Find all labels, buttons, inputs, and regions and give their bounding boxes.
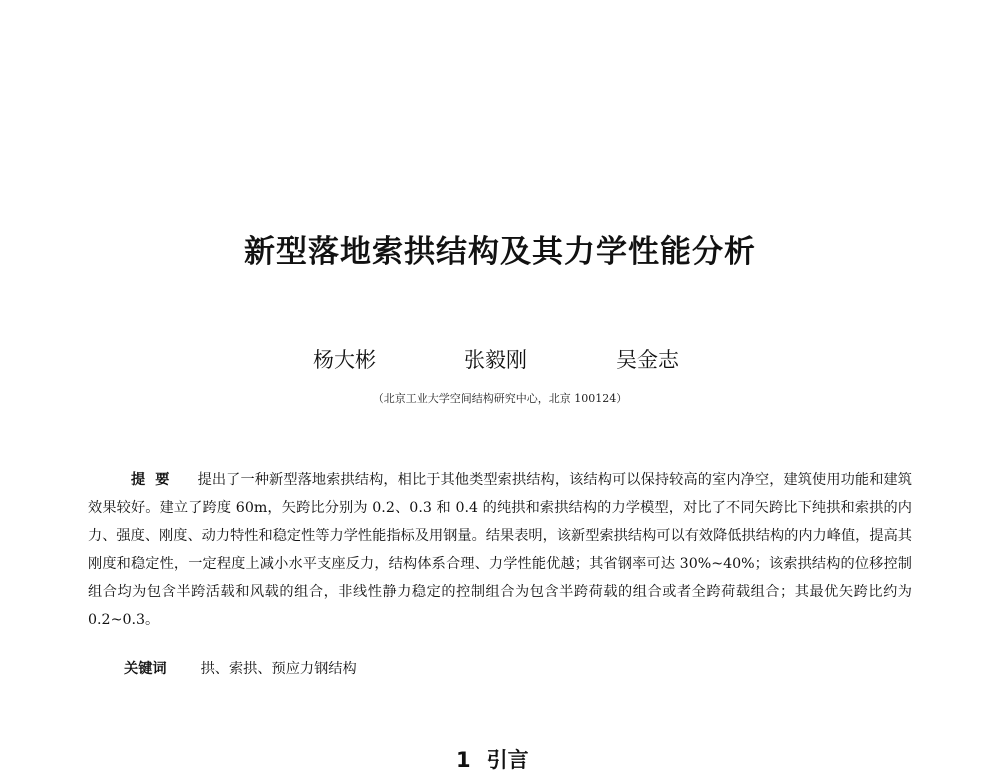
section-heading (456, 744, 529, 774)
abstract (88, 466, 912, 634)
keywords-label: 关键词 (124, 661, 167, 677)
section-number: 1 (456, 748, 471, 772)
section-title: 引言 (486, 748, 529, 772)
abstract-text: 提出了一种新型落地索拱结构，相比于其他类型索拱结构，该结构可以保持较高的室内净空，建筑使用功能和建筑效果较好。建立了跨度 60m，矢跨比分别为 0.2、0.3 和 0.4 的纯拱和索拱结构的力学模型，对比了不同矢跨比下纯拱和索拱的内力、强度、刚度、动力特性和稳定性等力学性能指标及用钢量。结果表明，该新型索拱结构可以有效降低拱结构的内力峰值，提高其刚度和稳定性，一定程度上减小水平支座反力，结构体系合理、力学性能优越；其省钢率可达 30%~40%；该索拱结构的位移控制组合均为包含半跨活载和风载的组合，非线性静力稳定的控制组合为包含半跨荷载的组合或者全跨荷载组合；其最优矢跨比约为 0.2~0.3。 (88, 472, 912, 628)
paper-title: 新型落地索拱结构及其力学性能分析 (244, 234, 756, 270)
abstract-label: 提要 (131, 472, 180, 488)
keywords (124, 658, 357, 678)
author-3: 吴金志 (616, 348, 679, 372)
affiliation: （北京工业大学空间结构研究中心，北京 100124） (372, 392, 628, 405)
author-2: 张毅刚 (464, 348, 527, 372)
keywords-text: 拱、索拱、预应力钢结构 (200, 661, 357, 677)
author-1: 杨大彬 (313, 348, 376, 372)
